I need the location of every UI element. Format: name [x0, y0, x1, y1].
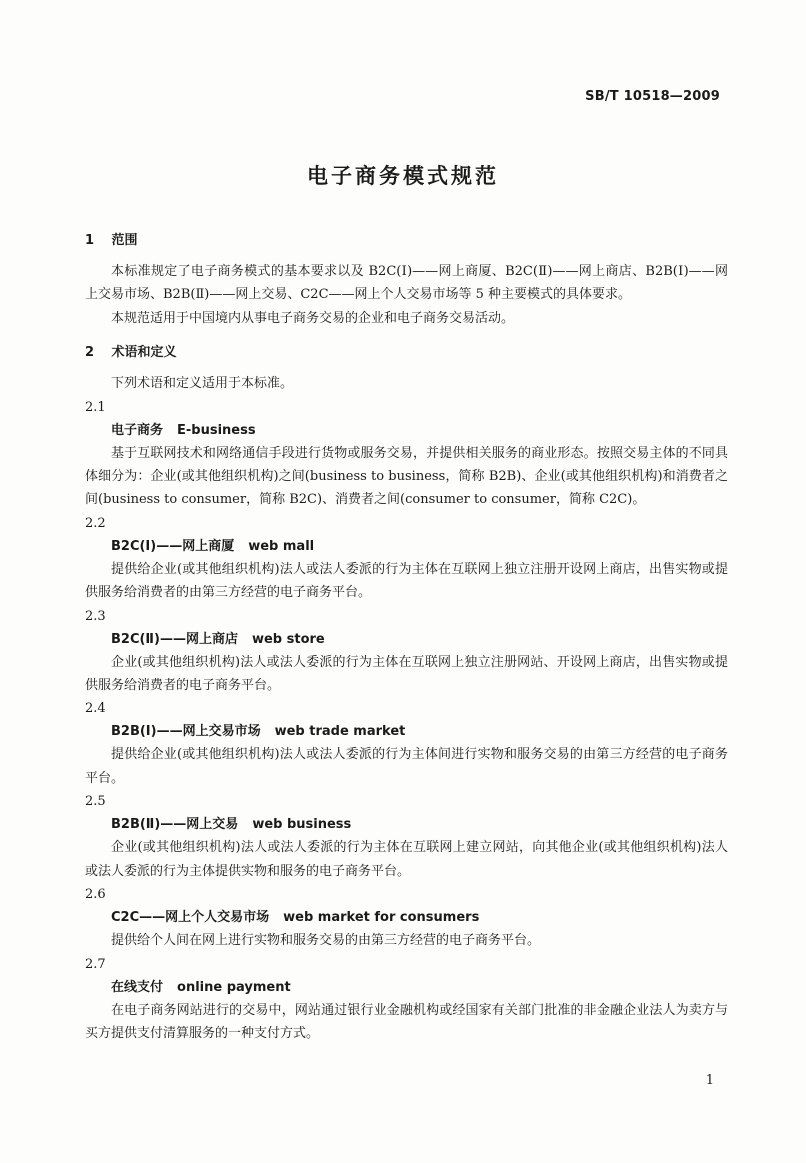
clause-number: 2.7 — [85, 956, 106, 972]
term-definition: 提供给个人间在网上进行实物和服务交易的由第三方经营的电子商务平台。 — [111, 933, 541, 949]
term-cn: B2C(Ⅰ)——网上商厦 — [111, 538, 235, 554]
term-en: web trade market — [274, 724, 406, 740]
clause-number: 2.6 — [85, 887, 106, 903]
term-definition: 提供给企业(或其他组织机构)法人或法人委派的行为主体间进行实物和服务交易的由第三方经营的电子商务平台。 — [85, 747, 728, 786]
term-definition: 基于互联网技术和网络通信手段进行货物或服务交易，并提供相关服务的商业形态。按照交易主体的不同具体细分为：企业(或其他组织机构)之间(business to business，简称 B2B)、企业(或其他组织机构)和消费者之间(business to consumer，简称 B2C)、消费者之间(consumer to consumer，简称 C2C)。 — [85, 445, 728, 508]
term-heading — [85, 720, 728, 743]
term-cn: 电子商务 — [111, 422, 164, 438]
section-2-heading — [85, 340, 728, 366]
term-heading — [85, 535, 728, 558]
section-title: 术语和定义 — [111, 345, 177, 361]
term-definition: 企业(或其他组织机构)法人或法人委派的行为主体在互联网上独立注册网站、开设网上商店，出售实物或提供服务给消费者的电子商务平台。 — [85, 654, 728, 694]
term-en: web market for consumers — [283, 910, 480, 926]
term-cn: 在线支付 — [111, 979, 164, 995]
term-en: web store — [251, 631, 325, 647]
term-definition: 提供给企业(或其他组织机构)法人或法人委派的行为主体在互联网上独立注册开设网上商店，出售实物或提供服务给消费者的由第三方经营的电子商务平台。 — [85, 561, 728, 601]
term-definition: 在电子商务网站进行的交易中，网站通过银行业金融机构或经国家有关部门批准的非金融企业法人为卖方与买方提供支付清算服务的一种支付方式。 — [85, 1002, 728, 1041]
term-heading — [85, 906, 728, 929]
document-body — [85, 228, 728, 1045]
term-heading — [85, 419, 728, 442]
section-title: 范围 — [111, 233, 138, 248]
section-number: 1 — [85, 233, 95, 248]
term-en: web mall — [248, 538, 315, 554]
term-heading — [85, 628, 728, 651]
section-1-heading — [85, 228, 728, 254]
clause-number: 2.3 — [85, 608, 106, 624]
term-cn: B2C(Ⅱ)——网上商店 — [111, 631, 238, 647]
page-number: 1 — [705, 1073, 714, 1088]
term-heading — [85, 976, 728, 999]
term-en: E-business — [177, 422, 256, 438]
clause-number: 2.1 — [85, 399, 106, 415]
applicability-paragraph: 本规范适用于中国境内从事电子商务交易的企业和电子商务交易活动。 — [111, 310, 515, 326]
clause-number: 2.2 — [85, 515, 106, 531]
term-cn: B2B(Ⅰ)——网上交易市场 — [111, 724, 261, 740]
clause-number: 2.5 — [85, 794, 106, 810]
section-number: 2 — [85, 345, 95, 361]
term-heading — [85, 813, 728, 836]
clause-number: 2.4 — [85, 701, 106, 717]
terms-intro: 下列术语和定义适用于本标准。 — [111, 376, 294, 392]
term-definition: 企业(或其他组织机构)法人或法人委派的行为主体在互联网上建立网站，向其他企业(或其他组织机构)法人或法人委派的行为主体提供实物和服务的电子商务平台。 — [85, 840, 728, 879]
scope-paragraph: 本标准规定了电子商务模式的基本要求以及 B2C(Ⅰ)——网上商厦、B2C(Ⅱ)——网上商店、B2B(Ⅰ)——网上交易市场、B2B(Ⅱ)——网上交易、C2C——网上个人交易市场等 5 种主要模式的具体要求。 — [85, 264, 728, 303]
term-cn: C2C——网上个人交易市场 — [111, 910, 270, 926]
term-cn: B2B(Ⅱ)——网上交易 — [111, 817, 239, 833]
document-title: 电子商务模式规范 — [307, 164, 499, 188]
term-en: web business — [252, 817, 352, 833]
standard-code: SB/T 10518—2009 — [585, 89, 720, 104]
term-en: online payment — [177, 979, 291, 995]
